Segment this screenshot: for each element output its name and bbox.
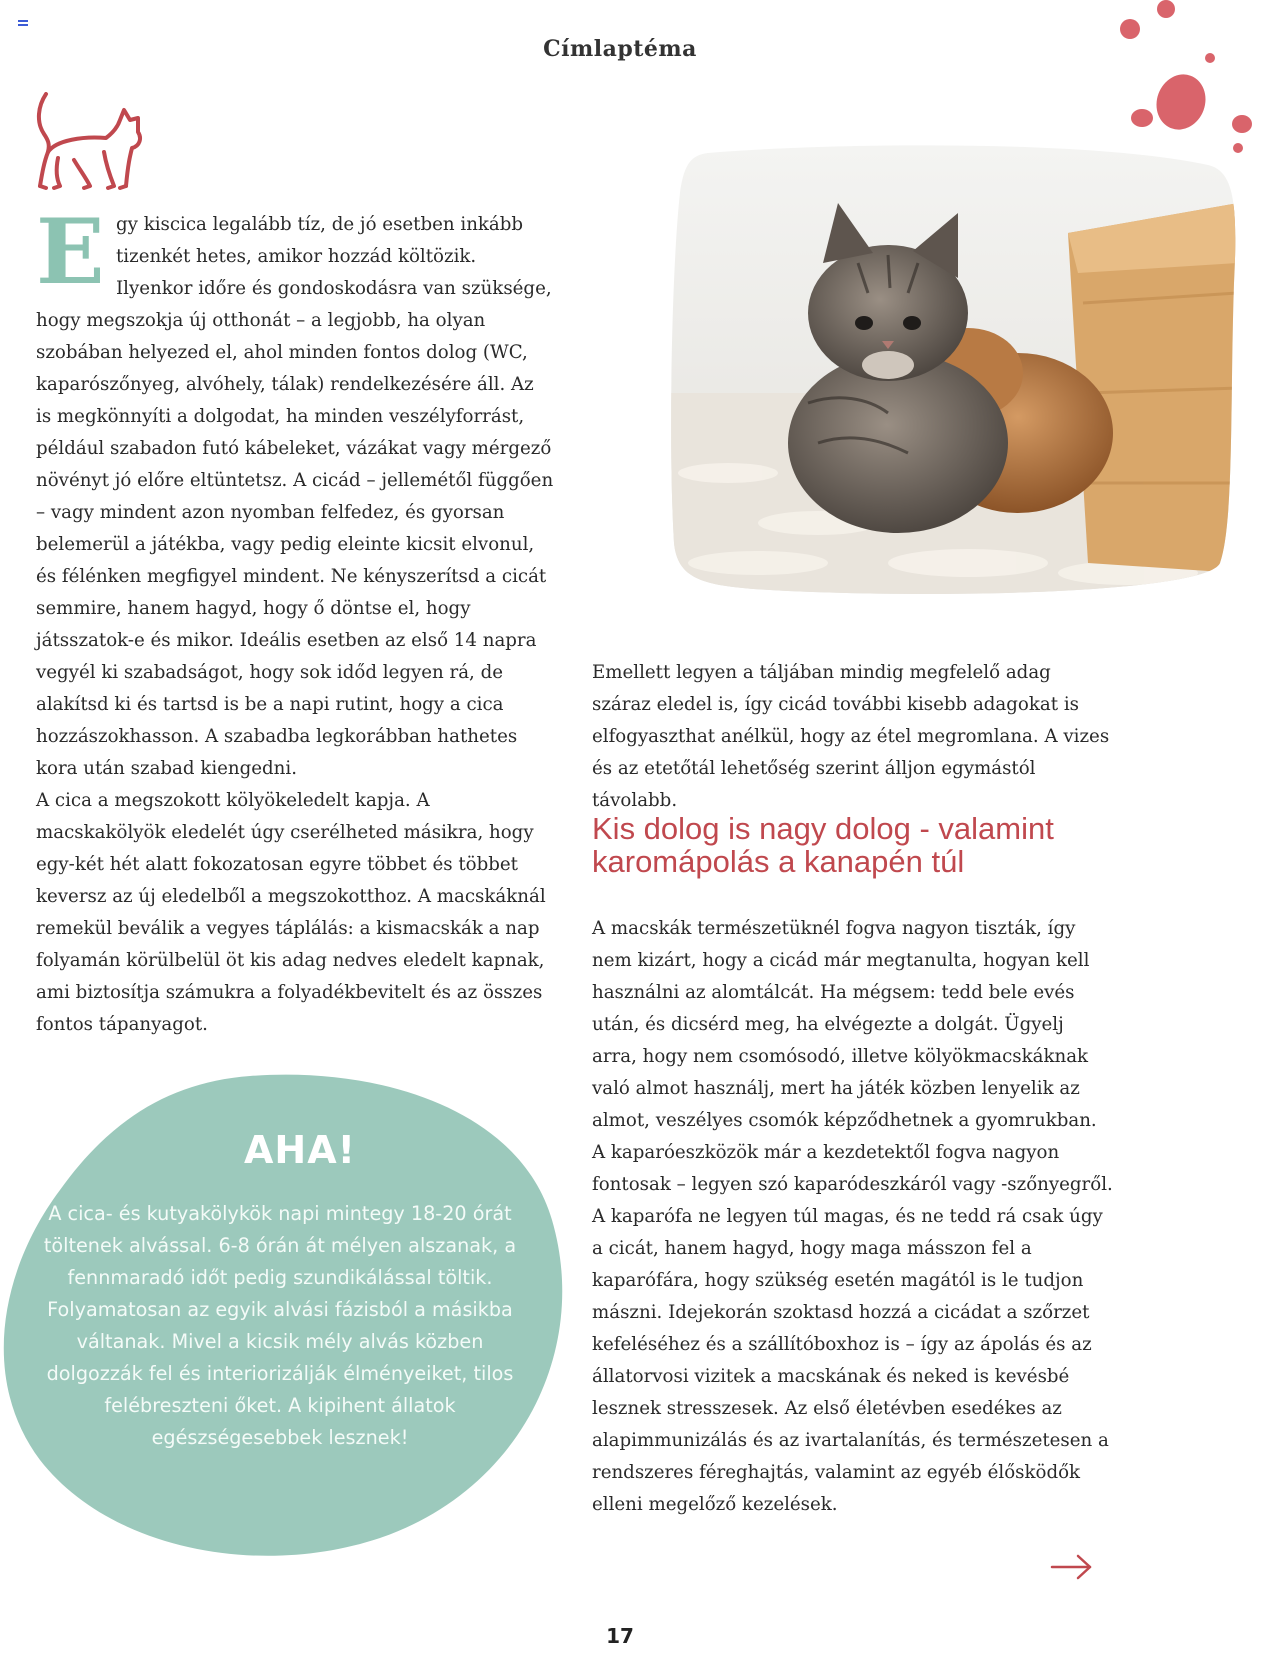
dry-food-paragraph: Emellett legyen a táljában mindig megfelelő adag száraz eledel is, így cicád további kisebb adagokat is elfogyaszthat anélkül, hogy az étel megromlana. A vizes és az etetőtál lehetőség szerint álljon egymástól távolabb. [592,662,1110,811]
left-column [36,199,554,1041]
right-column-top [592,657,1112,817]
litter-paragraph: A macskák természetüknél fogva nagyon tiszták, így nem kizárt, hogy a cicád már megtanulta, hogyan kell használni az alomtálcát. Ha mégsem: tedd bele evés után, és dicsérd meg, ha elvégezte a dolgát. Ügyelj arra, hogy nem csomósodó, illetve kölyökmacskáknak való almot használj, mert ha játék közben lenyelik az almot, veszélyes csomók képződhetnek a gyomrukban. A kaparóeszközök már a kezdetektől fogva nagyon fontosak – legyen szó kaparódeszkáról vagy -szőnyegről. A kaparófa ne legyen túl magas, és ne tedd rá csak úgy a cicát, hanem hagyd, hogy maga másszon fel a kaparófára, hogy szükség esetén magától is le tudjon mászni. Idejekorán szoktasd hozzá a cicádat a szőrzet kefeléséhez és a szállítóboxhoz is – így az ápolás és az állatorvosi vizitek a macskának és neked is kevésbé lesznek stresszesek. Az első életévben esedékes az alapimmunizálás és az ivartalanítás, és természetesen a rendszeres féreghajtás, valamint az egyéb élősködők elleni megelőző kezelések. [592,918,1113,1515]
intro-paragraph: gy kiscica legalább tíz, de jó esetben inkább tizenkét hetes, amikor hozzád költözik. Ilyenkor időre és gondoskodásra van szüksége, hogy megszokja új otthonát – a legjobb, ha olyan szobában helyezed el, ahol minden fontos dolog (WC, kaparószőnyeg, alvóhely, tálak) rendelkezésére áll. Az is megkönnyíti a dolgodat, ha minden veszélyforrást, például szabadon futó kábeleket, vázákat vagy mérgező növényt jó előre eltüntetsz. A cicád – jellemétől függően – vagy mindent azon nyomban felfedez, és gyorsan belemerül a játékba, vagy pedig eleinte kicsit elvonul, és félénken megfigyel mindent. Ne kényszerítsd a cicát semmire, hanem hagyd, hogy ő döntse el, hogy játsszatok-e és mikor. Ideális esetben az első 14 napra vegyél ki szabadságot, hogy sok időd legyen rá, de alakítsd ki és tartsd is be a napi rutint, hogy a cica hozzászokhasson. A szabadba legkorábban hathetes kora után szabad kiengedni. [36,214,554,779]
subheading: Kis dolog is nagy dolog - valamint karomápolás a kanapén túl [592,811,1054,879]
dropcap: E [36,199,105,305]
page-number: 17 [606,1624,634,1648]
section-title: Címlaptéma [543,36,697,62]
kittens-photo [668,143,1238,598]
arrow-right-icon[interactable] [1050,1552,1094,1582]
feeding-paragraph: A cica a megszokott kölyökeledelt kapja. A macskakölyök eledelét úgy cserélheted másikra, hogy egy-két hét alatt fokozatosan egyre többet és többet keversz az új eledelből a megszokotthoz. A macskáknál remekül beválik a vegyes táplálás: a kismacskák a nap folyamán körülbelül öt kis adag nedves eledelt kapnak, ami biztosítja számukra a folyadékbevitelt és az összes fontos tápanyagot. [36,790,546,1035]
right-column-bottom [592,913,1114,1521]
aha-text: A cica- és kutyakölykök napi mintegy 18-20 órát töltenek alvással. 6-8 órán át mélyen alszanak, a fennmaradó időt pedig szundikálással töltik. Folyamatosan az egyik alvási fázisból a másikba váltanak. Mivel a kicsik mély alvás közben dolgozzák fel és interiorizálják élményeiket, tilos felébreszteni őket. A kipihent állatok egészségesebbek lesznek! [43,1202,517,1449]
aha-title: AHA! [244,1128,356,1172]
cat-outline-icon [34,92,149,200]
menu-icon[interactable] [18,20,28,28]
